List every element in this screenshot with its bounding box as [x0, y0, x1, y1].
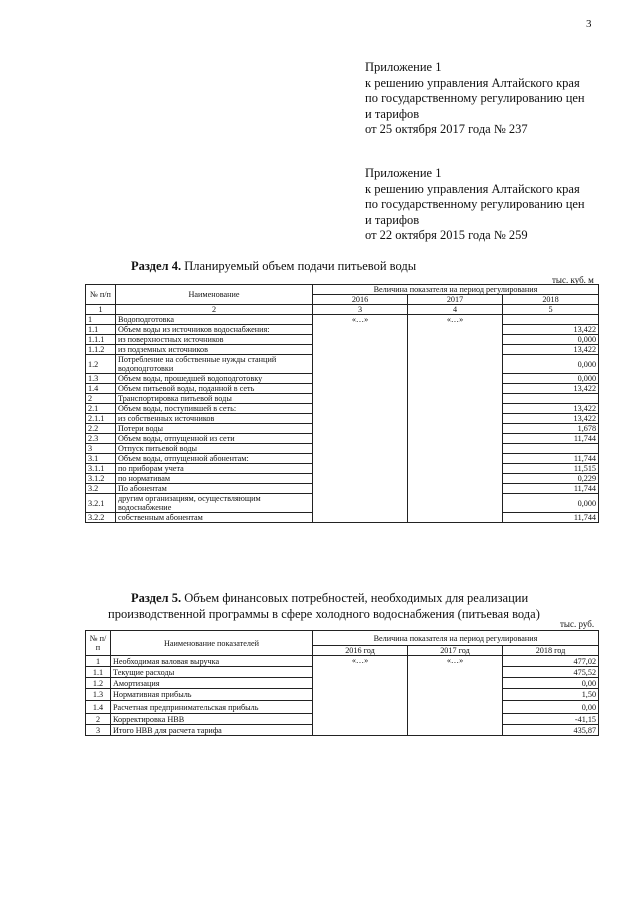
col-period-header: Величина показателя на период регулирования [313, 631, 599, 646]
row-number: 3 [86, 725, 111, 736]
row-value-2018: 0,000 [503, 355, 599, 374]
section-5-label: Раздел 5. [131, 591, 182, 605]
row-name: Расчетная предпринимательская прибыль [111, 701, 313, 714]
placeholder-cell: «…» [408, 315, 503, 523]
row-name: Объем питьевой воды, поданной в сеть [116, 384, 313, 394]
row-value-2018: 11,744 [503, 513, 599, 523]
col-name-header: Наименование показателей [111, 631, 313, 656]
placeholder-cell: «…» [408, 656, 503, 736]
col-period-header: Величина показателя на период регулирования [313, 285, 599, 295]
row-value-2018: -41,15 [503, 714, 599, 725]
row-number: 1.1 [86, 667, 111, 678]
row-value-2018 [503, 444, 599, 454]
row-name: из собственных источников [116, 414, 313, 424]
placeholder-cell: «…» [313, 656, 408, 736]
row-name: из поверхностных источников [116, 335, 313, 345]
col-year-header: 2018 [503, 295, 599, 305]
appendix-line: и тарифов [365, 106, 420, 121]
row-number: 2.1 [86, 404, 116, 414]
row-value-2018: 13,422 [503, 404, 599, 414]
row-name: Потребление на собственные нужды станций водоподготовки [116, 355, 313, 374]
row-number: 1.2 [86, 678, 111, 689]
row-value-2018: 0,229 [503, 474, 599, 484]
water-volume-table [85, 284, 599, 523]
row-name: другим организациям, осуществляющим водоснабжение [116, 494, 313, 513]
row-value-2018: 13,422 [503, 414, 599, 424]
col-num-header: № п/п [86, 285, 116, 305]
section-4-title [131, 259, 416, 275]
row-name: Отпуск питьевой воды [116, 444, 313, 454]
appendix-line: Приложение 1 [365, 60, 442, 74]
row-number: 1.2 [86, 355, 116, 374]
row-value-2018: 11,744 [503, 434, 599, 444]
row-value-2018: 435,87 [503, 725, 599, 736]
row-name: Объем воды, поступившей в сеть: [116, 404, 313, 414]
row-number: 3.2.1 [86, 494, 116, 513]
row-value-2018: 13,422 [503, 384, 599, 394]
row-name: Потери воды [116, 424, 313, 434]
col-name-header: Наименование [116, 285, 313, 305]
appendix-line: Приложение 1 [365, 166, 442, 180]
row-number: 3.1 [86, 454, 116, 464]
row-number: 1.3 [86, 689, 111, 701]
row-value-2018: 0,000 [503, 494, 599, 513]
row-name: Итого НВВ для расчета тарифа [111, 725, 313, 736]
row-number: 2.2 [86, 424, 116, 434]
col-year-header: 2016 год [313, 646, 408, 656]
row-value-2018: 13,422 [503, 345, 599, 355]
row-name: Корректировка НВВ [111, 714, 313, 725]
appendix-line: и тарифов [365, 212, 420, 227]
col-year-header: 2018 год [503, 646, 599, 656]
row-number: 3.2.2 [86, 513, 116, 523]
section-4-label: Раздел 4. [131, 259, 182, 273]
row-number: 2.1.1 [86, 414, 116, 424]
row-number: 2.3 [86, 434, 116, 444]
row-value-2018 [503, 315, 599, 325]
table-row [86, 656, 599, 667]
row-name: по приборам учета [116, 464, 313, 474]
appendix-line: от 25 октября 2017 года № 237 [365, 122, 528, 136]
row-name: собственным абонентам [116, 513, 313, 523]
row-number: 2 [86, 714, 111, 725]
row-value-2018: 1,50 [503, 689, 599, 701]
row-number: 3 [86, 444, 116, 454]
row-name: Нормативная прибыль [111, 689, 313, 701]
appendix-line: к решению управления Алтайского края [365, 75, 580, 90]
row-number: 3.1.2 [86, 474, 116, 484]
row-name: Объем воды, прошедшей водоподготовку [116, 374, 313, 384]
appendix-header-previous [365, 166, 585, 244]
row-value-2018: 475,52 [503, 667, 599, 678]
row-number: 1.1.2 [86, 345, 116, 355]
page-number: 3 [586, 18, 592, 30]
section-4-unit: тыс. куб. м [552, 275, 594, 285]
row-number: 1.1 [86, 325, 116, 335]
row-value-2018: 11,744 [503, 454, 599, 464]
row-name: По абонентам [116, 484, 313, 494]
appendix-line: к решению управления Алтайского края [365, 181, 580, 196]
col-year-header: 2017 [408, 295, 503, 305]
row-value-2018: 0,00 [503, 701, 599, 714]
row-name: Транспортировка питьевой воды [116, 394, 313, 404]
row-number: 1 [86, 315, 116, 325]
row-name: по нормативам [116, 474, 313, 484]
row-name: из подземных источников [116, 345, 313, 355]
row-number: 1 [86, 656, 111, 667]
col-year-header: 2017 год [408, 646, 503, 656]
row-name: Амортизация [111, 678, 313, 689]
col-number: 5 [503, 305, 599, 315]
row-value-2018: 0,000 [503, 335, 599, 345]
row-number: 1.4 [86, 701, 111, 714]
row-value-2018: 11,744 [503, 484, 599, 494]
row-value-2018: 13,422 [503, 325, 599, 335]
col-number: 2 [116, 305, 313, 315]
col-number: 4 [408, 305, 503, 315]
appendix-line: по государственному регулированию цен [365, 197, 585, 211]
row-name: Объем воды из источников водоснабжения: [116, 325, 313, 335]
row-value-2018: 477,02 [503, 656, 599, 667]
row-name: Текущие расходы [111, 667, 313, 678]
appendix-line: от 22 октября 2015 года № 259 [365, 228, 528, 242]
appendix-line: по государственному регулированию цен [365, 91, 585, 105]
section-5-heading: Объем финансовых потребностей, необходимых для реализации производственной программы в сфере холодного водоснабжения (питьевая вода) [108, 591, 540, 621]
row-name: Объем воды, отпущенной из сети [116, 434, 313, 444]
section-5-unit: тыс. руб. [560, 619, 595, 629]
row-value-2018: 0,00 [503, 678, 599, 689]
appendix-header-current [365, 60, 585, 138]
row-number: 3.2 [86, 484, 116, 494]
section-5-title [108, 591, 598, 622]
row-number: 2 [86, 394, 116, 404]
row-value-2018 [503, 394, 599, 404]
financial-needs-table [85, 630, 599, 736]
row-number: 1.4 [86, 384, 116, 394]
table-row [86, 315, 599, 325]
row-number: 1.1.1 [86, 335, 116, 345]
row-number: 3.1.1 [86, 464, 116, 474]
row-number: 1.3 [86, 374, 116, 384]
col-num-header: № п/п [86, 631, 111, 656]
row-value-2018: 0,000 [503, 374, 599, 384]
row-name: Водоподготовка [116, 315, 313, 325]
section-4-heading: Планируемый объем подачи питьевой воды [184, 259, 417, 273]
col-year-header: 2016 [313, 295, 408, 305]
col-number: 1 [86, 305, 116, 315]
row-name: Объем воды, отпущенной абонентам: [116, 454, 313, 464]
row-value-2018: 11,515 [503, 464, 599, 474]
placeholder-cell: «…» [313, 315, 408, 523]
row-name: Необходимая валовая выручка [111, 656, 313, 667]
col-number: 3 [313, 305, 408, 315]
row-value-2018: 1,678 [503, 424, 599, 434]
